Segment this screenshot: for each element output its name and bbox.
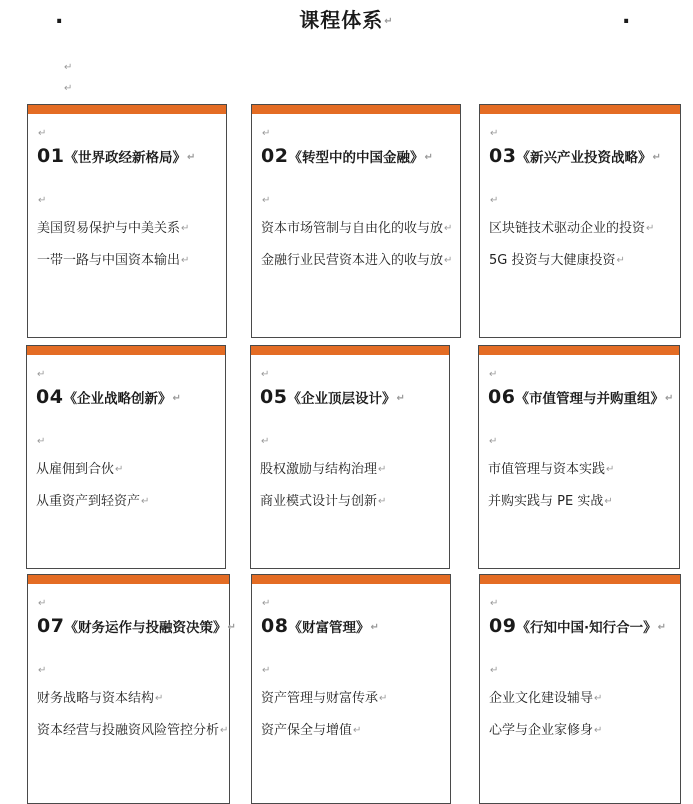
course-topic: 商业模式设计与创新↵: [260, 494, 387, 509]
card-header-bar: [480, 105, 680, 114]
course-number: 02: [261, 145, 289, 167]
paragraph-mark-icon: ↵: [181, 255, 190, 266]
paragraph-mark-icon: ↵: [396, 393, 405, 404]
card-header-bar: [252, 105, 460, 114]
course-heading: [488, 386, 673, 408]
paragraph-mark-icon: ↵: [384, 16, 394, 27]
paragraph-mark-icon: ↵: [489, 369, 498, 380]
paragraph-mark-icon: ↵: [64, 62, 73, 73]
course-number: 09: [489, 615, 517, 637]
course-card-07: [27, 574, 236, 804]
course-topic: 资产管理与财富传承↵: [261, 691, 388, 706]
card-header-bar: [251, 346, 449, 355]
paragraph-mark-icon: ↵: [370, 622, 379, 633]
course-name: 《财富管理》: [288, 620, 370, 636]
course-number: 04: [36, 386, 64, 408]
course-card-09: [479, 574, 681, 804]
paragraph-mark-icon: ↵: [141, 496, 150, 507]
course-card-05: [250, 345, 450, 569]
course-number: 03: [489, 145, 517, 167]
paragraph-mark-icon: ↵: [606, 464, 615, 475]
paragraph-mark-icon: ↵: [262, 598, 271, 609]
course-heading: [489, 615, 666, 637]
paragraph-mark-icon: ↵: [379, 693, 388, 704]
paragraph-mark-icon: ↵: [490, 195, 499, 206]
course-card-01: [27, 104, 227, 338]
paragraph-mark-icon: ↵: [220, 725, 229, 736]
course-name: 《新兴产业投资战略》: [516, 150, 652, 166]
course-topic: 资产保全与增值↵: [261, 723, 362, 738]
course-topic: 企业文化建设辅导↵: [489, 691, 603, 706]
course-heading: [260, 386, 405, 408]
course-number: 08: [261, 615, 289, 637]
course-topic: 资本市场管制与自由化的收与放↵: [261, 221, 453, 236]
paragraph-mark-icon: ↵: [664, 393, 674, 404]
paragraph-mark-icon: ↵: [64, 83, 73, 94]
course-heading: [261, 615, 379, 637]
course-topic: 并购实践与 PE 实战↵: [488, 494, 613, 509]
course-card-04: [26, 345, 226, 569]
paragraph-mark-icon: ↵: [38, 598, 47, 609]
page-title: 课程体系↵: [299, 8, 394, 32]
course-topic: 5G 投资与大健康投资↵: [489, 253, 625, 268]
paragraph-mark-icon: ↵: [424, 152, 433, 163]
paragraph-mark-icon: ↵: [646, 223, 655, 234]
paragraph-mark-icon: ↵: [444, 223, 453, 234]
bullet-dot-left: .: [55, 4, 64, 29]
course-topic: 心学与企业家修身↵: [489, 723, 603, 738]
paragraph-mark-icon: ↵: [594, 693, 603, 704]
paragraph-mark-icon: ↵: [490, 598, 499, 609]
paragraph-mark-icon: ↵: [378, 464, 387, 475]
course-topic: 从重资产到轻资产↵: [36, 494, 150, 509]
course-topic: 金融行业民营资本进入的收与放↵: [261, 253, 453, 268]
paragraph-mark-icon: ↵: [181, 223, 190, 234]
paragraph-mark-icon: ↵: [262, 665, 271, 676]
course-heading: [489, 145, 661, 167]
paragraph-mark-icon: ↵: [37, 436, 46, 447]
course-number: 07: [37, 615, 65, 637]
paragraph-mark-icon: ↵: [261, 436, 270, 447]
course-name: 《企业顶层设计》: [287, 391, 396, 407]
course-number: 01: [37, 145, 65, 167]
course-name: 《企业战略创新》: [63, 391, 172, 407]
paragraph-mark-icon: ↵: [604, 496, 613, 507]
paragraph-mark-icon: ↵: [489, 436, 498, 447]
course-topic: 市值管理与资本实践↵: [488, 462, 615, 477]
paragraph-mark-icon: ↵: [594, 725, 603, 736]
paragraph-mark-icon: ↵: [155, 693, 164, 704]
course-name: 《转型中的中国金融》: [288, 150, 424, 166]
paragraph-mark-icon: ↵: [115, 464, 124, 475]
course-number: 06: [488, 386, 516, 408]
card-header-bar: [252, 575, 450, 584]
paragraph-mark-icon: ↵: [378, 496, 387, 507]
course-name: 《财务运作与投融资决策》: [64, 620, 227, 636]
paragraph-mark-icon: ↵: [261, 369, 270, 380]
paragraph-mark-icon: ↵: [444, 255, 453, 266]
paragraph-mark-icon: ↵: [38, 128, 47, 139]
course-topic: 财务战略与资本结构↵: [37, 691, 164, 706]
course-topic: 从雇佣到合伙↵: [36, 462, 124, 477]
course-name: 《世界政经新格局》: [64, 150, 186, 166]
card-header-bar: [480, 575, 680, 584]
course-topic: 资本经营与投融资风险管控分析↵: [37, 723, 229, 738]
course-topic: 美国贸易保护与中美关系↵: [37, 221, 190, 236]
course-topic: 一带一路与中国资本输出↵: [37, 253, 190, 268]
course-card-06: [478, 345, 680, 569]
course-card-02: [251, 104, 461, 338]
paragraph-mark-icon: ↵: [490, 665, 499, 676]
course-heading: [261, 145, 433, 167]
paragraph-mark-icon: ↵: [38, 195, 47, 206]
card-header-bar: [479, 346, 679, 355]
course-name: 《市值管理与并购重组》: [515, 391, 664, 407]
paragraph-mark-icon: ↵: [657, 622, 666, 633]
paragraph-mark-icon: ↵: [172, 393, 181, 404]
course-card-03: [479, 104, 681, 338]
course-heading: [36, 386, 181, 408]
paragraph-mark-icon: ↵: [616, 255, 625, 266]
paragraph-mark-icon: ↵: [37, 369, 46, 380]
paragraph-mark-icon: ↵: [227, 622, 236, 633]
paragraph-mark-icon: ↵: [652, 152, 661, 163]
paragraph-mark-icon: ↵: [353, 725, 362, 736]
paragraph-mark-icon: ↵: [262, 195, 271, 206]
course-card-08: [251, 574, 451, 804]
paragraph-mark-icon: ↵: [490, 128, 499, 139]
course-number: 05: [260, 386, 288, 408]
course-name: 《行知中国·知行合一》: [516, 620, 657, 636]
card-header-bar: [28, 575, 229, 584]
course-heading: [37, 615, 236, 637]
paragraph-mark-icon: ↵: [38, 665, 47, 676]
course-topic: 股权激励与结构治理↵: [260, 462, 387, 477]
paragraph-mark-icon: ↵: [186, 152, 196, 163]
course-topic: 区块链技术驱动企业的投资↵: [489, 221, 655, 236]
bullet-dot-right: .: [622, 4, 631, 29]
card-header-bar: [28, 105, 226, 114]
paragraph-mark-icon: ↵: [262, 128, 271, 139]
course-heading: [37, 145, 195, 167]
card-header-bar: [27, 346, 225, 355]
